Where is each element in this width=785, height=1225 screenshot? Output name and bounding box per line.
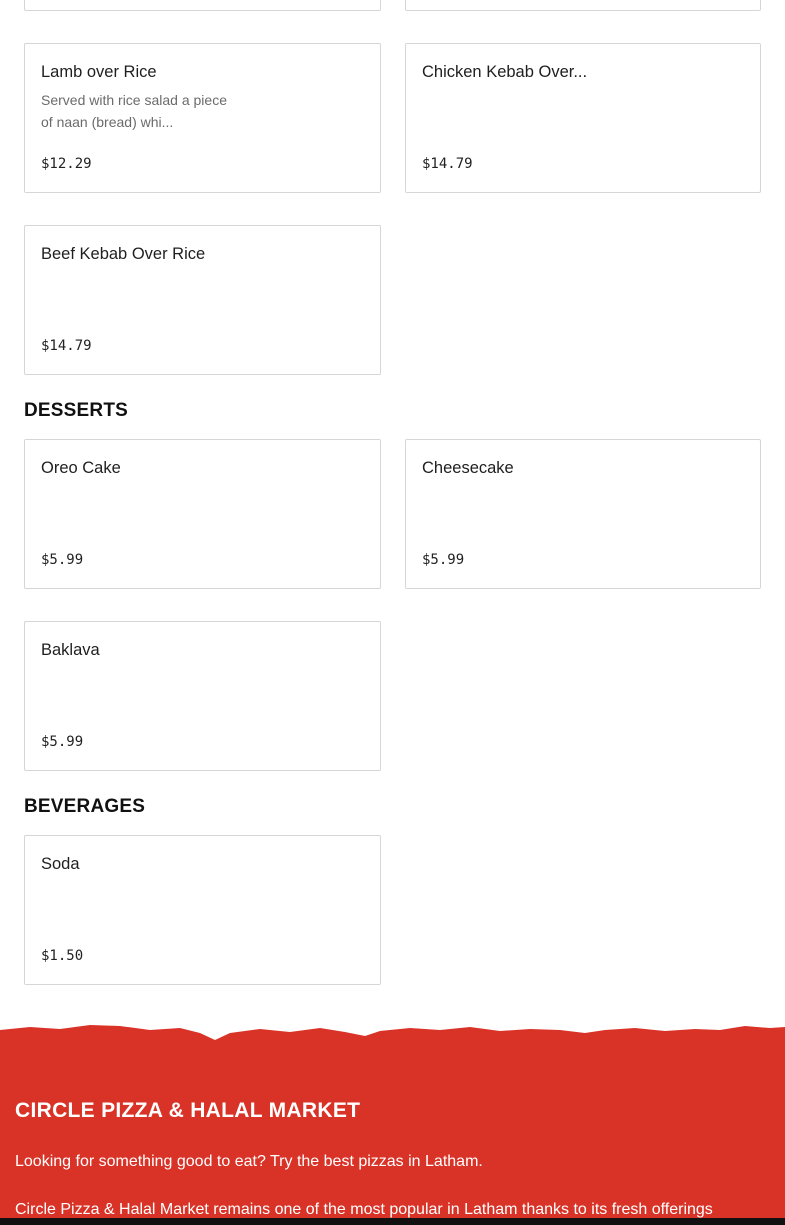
footer-background [0,1058,785,1225]
menu-item-price: $5.99 [41,552,84,568]
menu-item-price: $5.99 [422,552,465,568]
menu-item-name: Cheesecake [422,459,514,477]
menu-item-card[interactable] [24,835,381,985]
menu-item-name: Chicken Kebab Over... [422,63,588,81]
menu-item-price: $14.79 [41,338,92,354]
menu-item-name: Lamb over Rice [41,63,157,81]
section-heading-beverages: BEVERAGES [24,796,146,817]
menu-item-price: $1.50 [41,948,84,964]
torn-edge-decoration [0,1020,785,1060]
menu-item-price: $14.79 [422,156,473,172]
menu-item-card[interactable] [405,43,761,193]
footer-tagline: Looking for something good to eat? Try the best pizzas in Latham. [15,1153,483,1170]
menu-item-name: Baklava [41,641,100,659]
menu-item-price: $12.29 [41,156,92,172]
menu-item-price: $5.99 [41,734,84,750]
menu-item-description: Served with rice salad a piece of naan (bread) whi... [41,92,227,130]
menu-item-card[interactable] [24,439,381,589]
menu-item-card[interactable] [24,225,381,375]
menu-item-card[interactable] [24,43,381,193]
footer-paragraph: Circle Pizza & Halal Market remains one of the most popular in Latham thanks to its fresh offerings [15,1201,713,1218]
menu-item-name: Soda [41,855,80,873]
menu-item-card-partial[interactable] [405,0,761,11]
menu-item-card[interactable] [405,439,761,589]
section-heading-desserts: DESSERTS [24,400,129,421]
menu-item-name: Beef Kebab Over Rice [41,245,206,263]
footer-brand-title: CIRCLE PIZZA & HALAL MARKET [15,1099,361,1122]
menu-item-name: Oreo Cake [41,459,121,477]
menu-item-card[interactable] [24,621,381,771]
menu-item-card-partial[interactable] [24,0,381,11]
bottom-bar [0,1218,785,1225]
